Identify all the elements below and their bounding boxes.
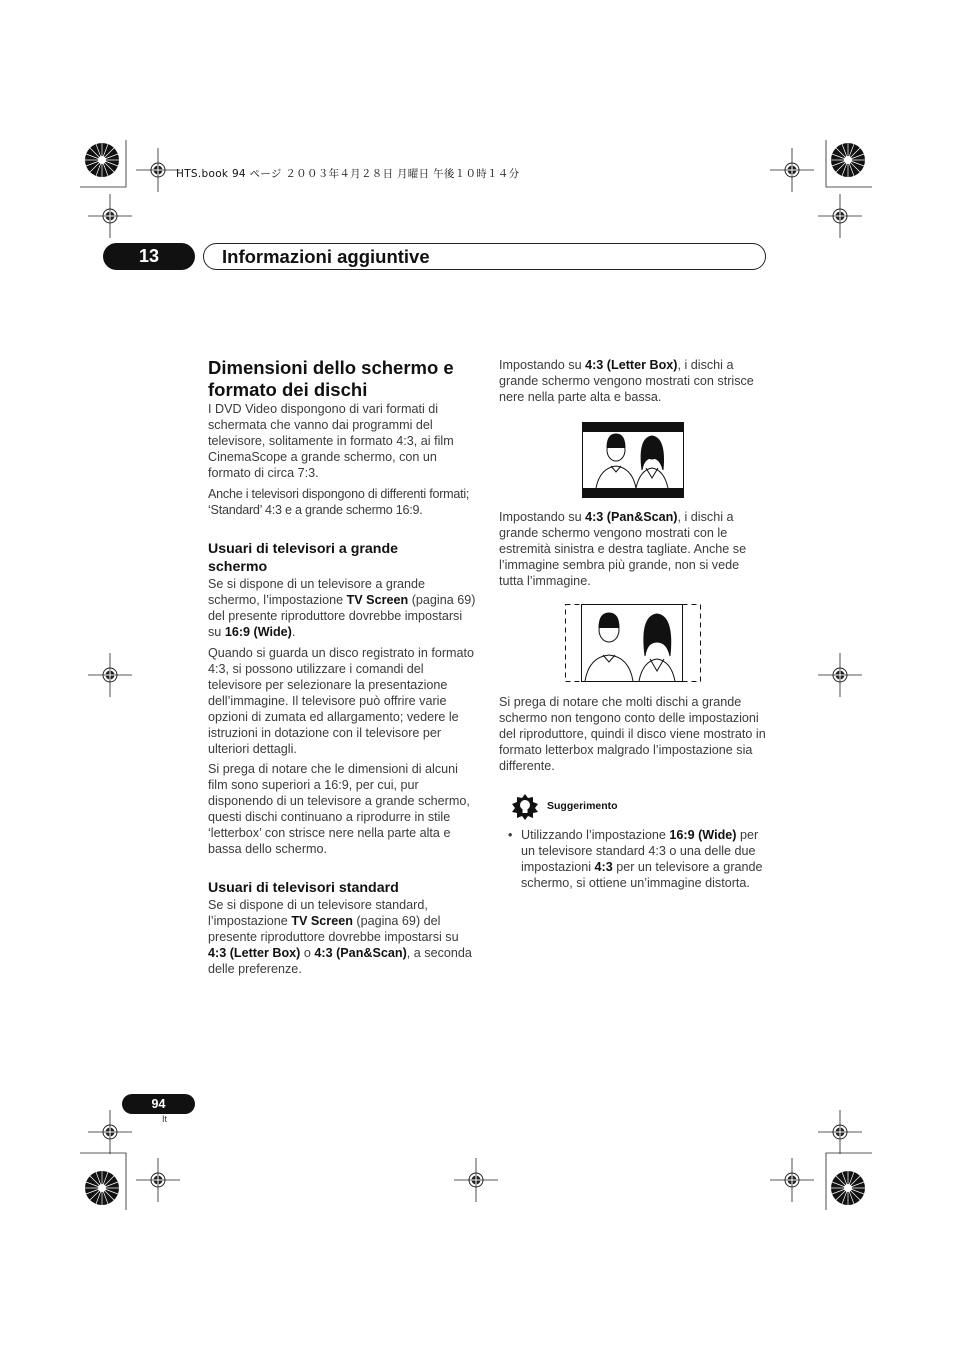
section-title-line2: formato dei dischi bbox=[208, 379, 368, 400]
panscan-text-c: , i dischi a grande schermo vengono mostrati con le estremità sinistra e destra tagliate. Anche se l’immagine sembra più grande, non si vede tutta l’immagine. bbox=[499, 510, 747, 588]
standard-p1-text-a: Se si dispone di un televisore standard, l’impostazione bbox=[208, 898, 428, 928]
language-code: It bbox=[162, 1114, 168, 1124]
letterbox-illustration bbox=[582, 422, 684, 498]
tv-screen-setting: TV Screen bbox=[346, 593, 409, 607]
intro-paragraph-1: I DVD Video dispongono di vari formati di schermata che vanno dai programmi del televisore, solitamente in formato 4:3, ai film CinemaScope a grande schermo, con un formato di circa 7:3. bbox=[208, 402, 454, 480]
widescreen-subtitle-line1: Usuari di televisori a grande bbox=[208, 541, 399, 557]
widescreen-subtitle bbox=[208, 540, 478, 576]
tip-text-c: per un televisore standard 4:3 o una delle due impostazioni bbox=[521, 828, 759, 874]
left-column bbox=[208, 357, 478, 977]
widescreen-paragraph-2: Quando si guarda un disco registrato in formato 4:3, si possono utilizzare i comandi del televisore per selezionare la presentazione dell’immagine. Il televisore può offrire varie opzioni di zumata ed allargamento; vedere le istruzioni in dotazione con il televisore per ulteriori dettagli. bbox=[208, 646, 475, 756]
widescreen-paragraph-1 bbox=[208, 576, 478, 640]
panscan-illustration bbox=[565, 604, 701, 682]
tip-text-d: per un televisore a grande schermo, si ottiene un’immagine distorta. bbox=[521, 860, 763, 890]
panscan-setting: 4:3 (Pan&Scan) bbox=[314, 946, 407, 960]
tip-text-a: Utilizzando l’impostazione bbox=[521, 828, 670, 842]
chapter-number-badge: 13 bbox=[103, 243, 195, 270]
tv-screen-setting-2: TV Screen bbox=[291, 914, 353, 928]
intro-paragraph-2: Anche i televisori dispongono di differenti formati; ‘Standard’ 4:3 e a grande schermo 16:9. bbox=[208, 487, 470, 517]
standard-p1-text-c: (pagina 69) del presente riproduttore dovrebbe impostarsi su bbox=[208, 914, 459, 944]
chapter-title: Informazioni aggiuntive bbox=[222, 246, 430, 267]
page-number: 94 bbox=[122, 1094, 195, 1114]
standard-p1-text-d: o bbox=[300, 946, 315, 960]
widescreen-subtitle-line2: schermo bbox=[208, 559, 268, 575]
lightbulb-icon bbox=[512, 794, 538, 820]
print-header-line: HTS.book 94 ページ ２００３年４月２８日 月曜日 午後１０時１４分 bbox=[176, 168, 520, 180]
widescreen-p1-text-a: Se si dispone di un televisore a grande schermo, l’impostazione bbox=[208, 577, 426, 607]
letterbox-setting-2: 4:3 (Letter Box) bbox=[585, 358, 678, 372]
four-three-setting-tip: 4:3 bbox=[594, 860, 613, 874]
standard-paragraph bbox=[208, 897, 478, 977]
section-title-line1: Dimensioni dello schermo e bbox=[208, 357, 454, 378]
panscan-setting-2: 4:3 (Pan&Scan) bbox=[585, 510, 678, 524]
note-paragraph: Si prega di notare che molti dischi a grande schermo non tengono conto delle impostazioni del riproduttore, quindi il disco viene mostrato in formato letterbox malgrado l’impostazione sia differente. bbox=[499, 695, 766, 773]
widescreen-paragraph-3: Si prega di notare che le dimensioni di alcuni film sono superiori a 16:9, per cui, pur disponendo di un televisore a grande schermo, questi dischi continuano a riprodurre in stile ‘letterbox’ con strisce nere nella parte alta e bassa dello schermo. bbox=[208, 762, 470, 856]
letterbox-setting: 4:3 (Letter Box) bbox=[208, 946, 301, 960]
widescreen-p1-text-c: (pagina 69) del presente riproduttore dovrebbe impostarsi su bbox=[208, 593, 476, 639]
wide-setting-tip: 16:9 (Wide) bbox=[669, 828, 737, 842]
standard-p1-text-e: , a seconda delle preferenze. bbox=[208, 946, 472, 976]
standard-subtitle: Usuari di televisori standard bbox=[208, 880, 399, 896]
letterbox-paragraph bbox=[499, 357, 764, 405]
letterbox-text-a: Impostando su bbox=[499, 358, 586, 372]
letterbox-text-c: , i dischi a grande schermo vengono mostrati con strisce nere nella parte alta e bassa. bbox=[499, 358, 754, 404]
section-title bbox=[208, 357, 478, 401]
tip-item bbox=[499, 827, 769, 891]
widescreen-p1-text-d: . bbox=[291, 625, 296, 639]
panscan-text-a: Impostando su bbox=[499, 510, 586, 524]
wide-setting: 16:9 (Wide) bbox=[224, 625, 292, 639]
tip-list bbox=[499, 827, 769, 891]
tip-label: Suggerimento bbox=[547, 800, 618, 812]
panscan-paragraph bbox=[499, 509, 767, 589]
